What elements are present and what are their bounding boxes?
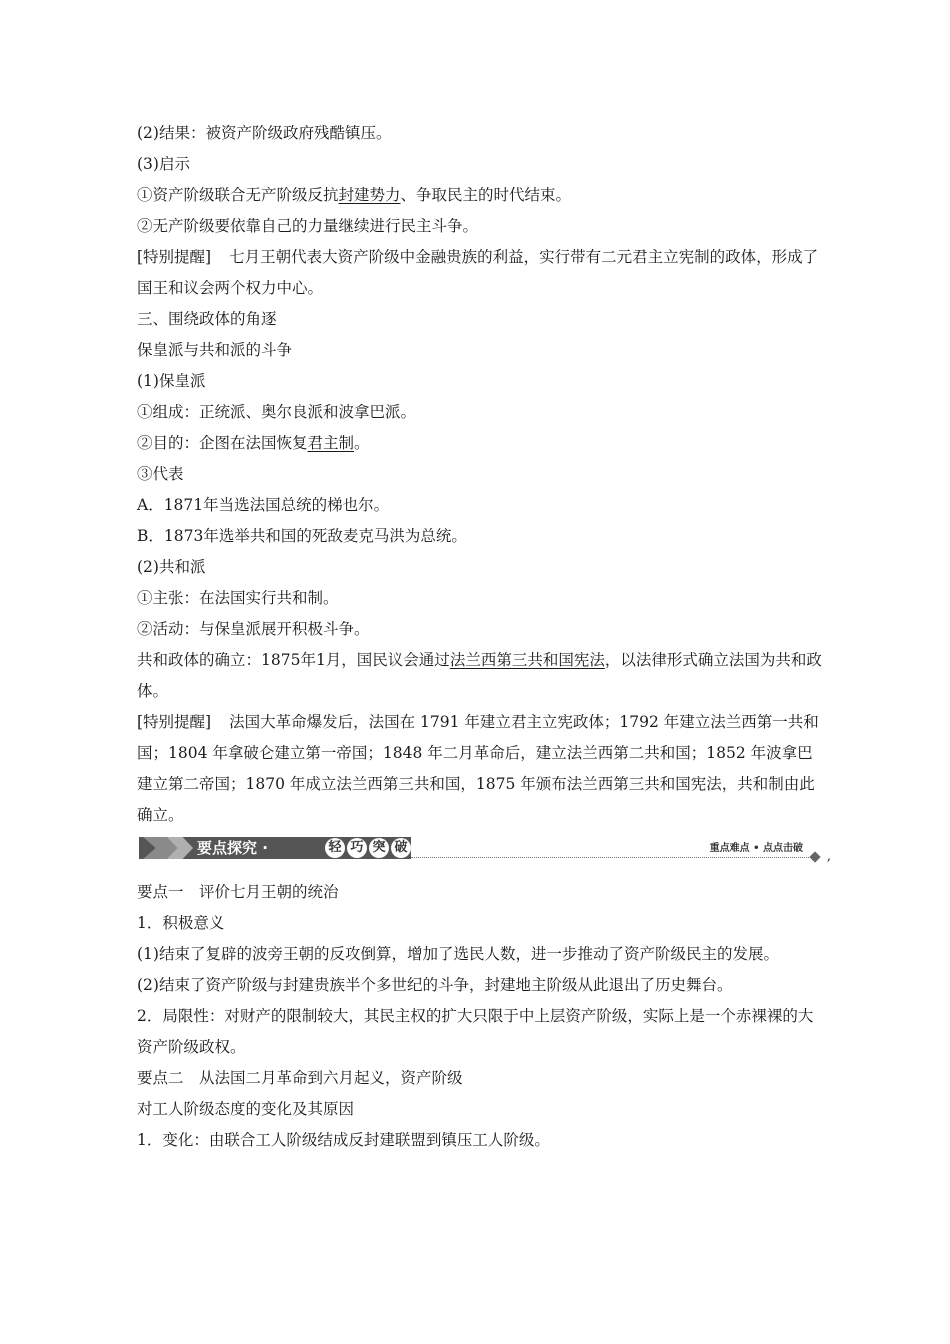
banner-right-label: 重点难点 • 点点击破 (709, 843, 803, 854)
text-line: ②目的：企图在法国恢复君主制。 (137, 434, 370, 452)
special-tip (137, 707, 827, 831)
tip-text: 法国大革命爆发后，法国在 1791 年建立君主立宪政体；1792 年建立法兰西第一共和国；1804 年拿破仑建立第一帝国；1848 年二月革命后，建立法兰西第二共和国；1852 年波拿巴建立第二帝国；1870 年成立法兰西第三共和国，1875 年颁布法兰西第三共和国宪法，共和制由此确立。 (137, 713, 819, 824)
document-body (137, 118, 831, 1156)
banner-title: 要点探究 · (197, 839, 268, 857)
section-title: 三、围绕政体的角逐 (137, 310, 277, 328)
key-point-title: 要点一 评价七月王朝的统治 (137, 883, 339, 901)
text-line: 1．变化：由联合工人阶级结成反封建联盟到镇压工人阶级。 (137, 1131, 550, 1149)
text-line: (2)结果：被资产阶级政府残酷镇压。 (137, 124, 392, 142)
text-paragraph: (1)结束了复辟的波旁王朝的反攻倒算，增加了选民人数，进一步推动了资产阶级民主的发展。 (137, 945, 779, 963)
banner-comma: , (826, 849, 831, 864)
underlined-term: 法兰西第三共和国宪法 (449, 651, 605, 669)
special-tip (137, 242, 827, 304)
text-line: (1)保皇派 (137, 372, 206, 390)
section-banner (137, 831, 831, 865)
text-line: ②活动：与保皇派展开积极斗争。 (137, 620, 370, 638)
text-paragraph: 共和政体的确立：1875年1月，国民议会通过法兰西第三共和国宪法，以法律形式确立法国为共和政体。 (137, 651, 822, 700)
text-line: ②无产阶级要依靠自己的力量继续进行民主斗争。 (137, 217, 479, 235)
tip-label: [特别提醒] (137, 713, 212, 731)
text-line: ①组成：正统派、奥尔良派和波拿巴派。 (137, 403, 417, 421)
key-point-title: 要点二 从法国二月革命到六月起义，资产阶级 (137, 1069, 463, 1087)
text-line: B．1873年选举共和国的死敌麦克马洪为总统。 (137, 527, 467, 545)
diamond-icon (809, 851, 820, 862)
banner-badge: 轻 (325, 838, 345, 858)
text-line: ③代表 (137, 465, 184, 483)
text-paragraph: 2．局限性：对财产的限制较大，其民主权的扩大只限于中上层资产阶级，实际上是一个赤裸裸的大资产阶级政权。 (137, 1007, 814, 1056)
section-subtitle: 保皇派与共和派的斗争 (137, 341, 293, 359)
text-line: ①资产阶级联合无产阶级反抗封建势力、争取民主的时代结束。 (137, 186, 572, 204)
text-line: ①主张：在法国实行共和制。 (137, 589, 339, 607)
banner-badge: 巧 (347, 838, 367, 858)
tip-text: 七月王朝代表大资产阶级中金融贵族的利益，实行带有二元君主立宪制的政体，形成了国王和议会两个权力中心。 (137, 248, 819, 297)
dotted-divider (411, 857, 809, 858)
banner-badge: 突 (369, 838, 389, 858)
key-point-title: 对工人阶级态度的变化及其原因 (137, 1100, 355, 1118)
underlined-term: 封建势力 (338, 186, 401, 204)
text-line: (2)共和派 (137, 558, 206, 576)
tip-label: [特别提醒] (137, 248, 212, 266)
underlined-term: 君主制 (307, 434, 355, 452)
text-paragraph: (2)结束了资产阶级与封建贵族半个多世纪的斗争，封建地主阶级从此退出了历史舞台。 (137, 976, 733, 994)
text-line: 1．积极意义 (137, 914, 225, 932)
text-line: A．1871年当选法国总统的梯也尔。 (137, 496, 390, 514)
banner-badge: 破 (391, 838, 411, 858)
text-line: (3)启示 (137, 155, 190, 173)
banner-badges (325, 838, 411, 858)
